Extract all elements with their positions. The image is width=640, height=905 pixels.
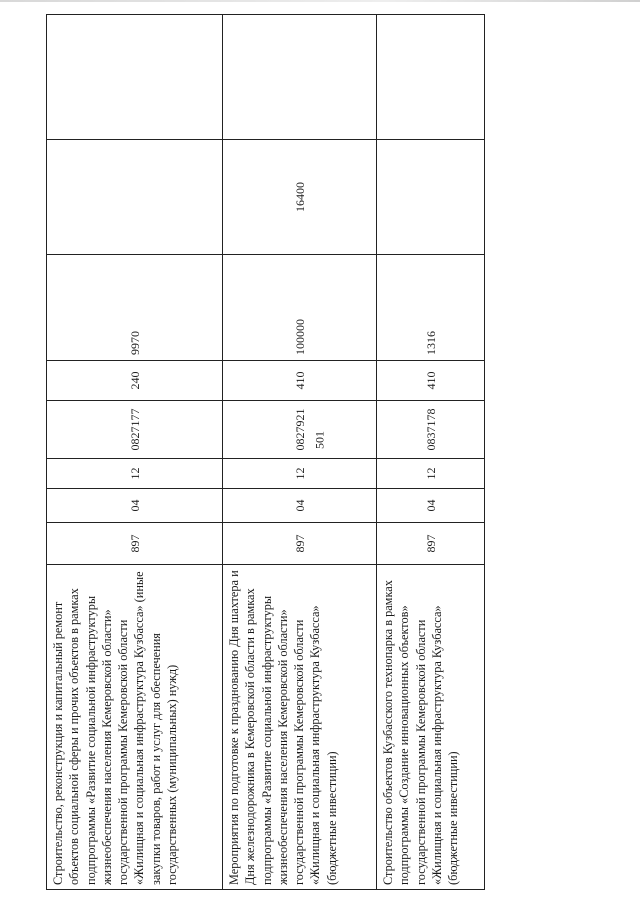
amount-year-3 [223,15,377,140]
section-code: 04 [47,489,223,523]
subsection-code: 12 [223,459,377,489]
section-code: 04 [377,489,485,523]
amount-year-3 [377,15,485,140]
rotated-page [46,45,461,890]
table-row [47,15,223,890]
target-article-code: 0827177 [47,401,223,459]
page-number: 501 [312,431,327,449]
budget-table [46,14,485,890]
ministry-code: 897 [47,523,223,565]
row-description: Строительство, реконструкция и капитальный ремонт объектов социальной сферы и прочих объектов в рамках подпрограммы «Развитие социальной инфраструктуры жизнеобеспечения населения Кемеровской области» государственной программы Кемеровской области «Жилищная и социальная инфраструктура Кузбасса» (иные закупки товаров, работ и услуг для обеспечения государственных (муниципальных) нужд) [47,565,223,890]
amount-year-1: 1316 [377,255,485,361]
subsection-code: 12 [47,459,223,489]
ministry-code: 897 [223,523,377,565]
table-row [377,15,485,890]
amount-year-1: 9970 [47,255,223,361]
amount-year-2 [377,140,485,255]
subsection-code: 12 [377,459,485,489]
expense-type-code: 410 [377,361,485,401]
section-code: 04 [223,489,377,523]
amount-year-1: 100000 [223,255,377,361]
table-row [223,15,377,890]
amount-year-3 [47,15,223,140]
amount-year-2: 16400 [223,140,377,255]
ministry-code: 897 [377,523,485,565]
target-article-code: 0837178 [377,401,485,459]
expense-type-code: 240 [47,361,223,401]
scan-edge-line [0,0,640,2]
expense-type-code: 410 [223,361,377,401]
amount-year-2 [47,140,223,255]
target-article-code: 0827921 [223,401,377,459]
row-description: Строительство объектов Кузбасского технопарка в рамках подпрограммы «Создание инновационных объектов» государственной программы Кемеровской области «Жилищная и социальная инфраструктура Кузбасса» (бюджетные инвестиции) [377,565,485,890]
row-description: Мероприятия по подготовке к празднованию Дня шахтера и Дня железнодорожника в Кемеровской области в рамках подпрограммы «Развитие социальной инфраструктуры жизнеобеспечения населения Кемеровской области» государственной программы Кемеровской области «Жилищная и социальная инфраструктура Кузбасса» (бюджетные инвестиции) [223,565,377,890]
